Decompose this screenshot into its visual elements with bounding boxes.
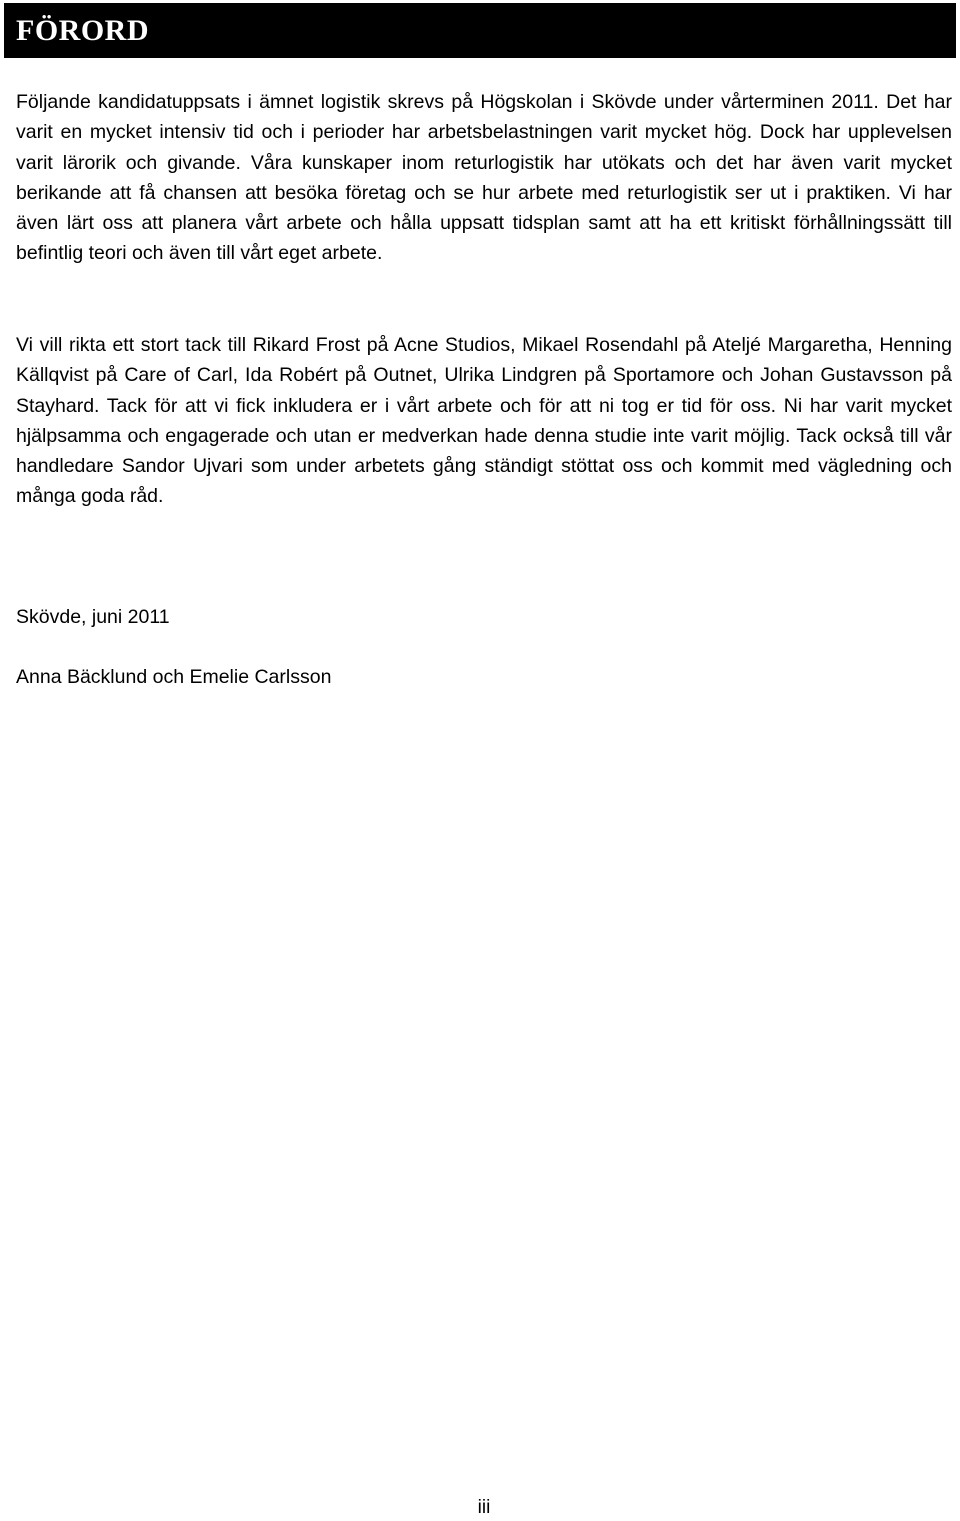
paragraph-thanks: Vi vill rikta ett stort tack till Rikard Frost på Acne Studios, Mikael Rosendahl på Ateljé Margaretha, Henning Källqvist på Care of Carl, Ida Robért på Outnet, Ulrika Lindgren på Sportamore och Johan Gustavsson på Stayhard. Tack för att vi fick inkludera er i vårt arbete och för att ni tog er tid för oss. Ni har varit mycket hjälpsamma och engagerade och utan er medverkan hade denna studie inte varit möjlig. Tack också till vår handledare Sandor Ujvari som under arbetets gång ständigt stöttat oss och kommit med vägledning och många goda råd. xyxy=(16,334,952,508)
heading-bar xyxy=(4,3,956,58)
place-date: Skövde, juni 2011 xyxy=(16,606,170,628)
paragraph-intro: Följande kandidatuppsats i ämnet logistik skrevs på Högskolan i Skövde under vårterminen 2011. Det har varit en mycket intensiv tid och i perioder har arbetsbelastningen varit mycket hög. Dock har upplevelsen varit lärorik och givande. Våra kunskaper inom returlogistik har utökats och det har även varit mycket berikande att få chansen att besöka företag och se hur arbete med returlogistik ser ut i praktiken. Vi har även lärt oss att planera vårt arbete och hålla uppsatt tidsplan samt att ha ett kritiskt förhållningssätt till befintlig teori och även till vårt eget arbete. xyxy=(16,91,952,265)
page-heading: FÖRORD xyxy=(16,13,149,47)
authors: Anna Bäcklund och Emelie Carlsson xyxy=(16,666,332,688)
page-number: iii xyxy=(477,1497,491,1518)
